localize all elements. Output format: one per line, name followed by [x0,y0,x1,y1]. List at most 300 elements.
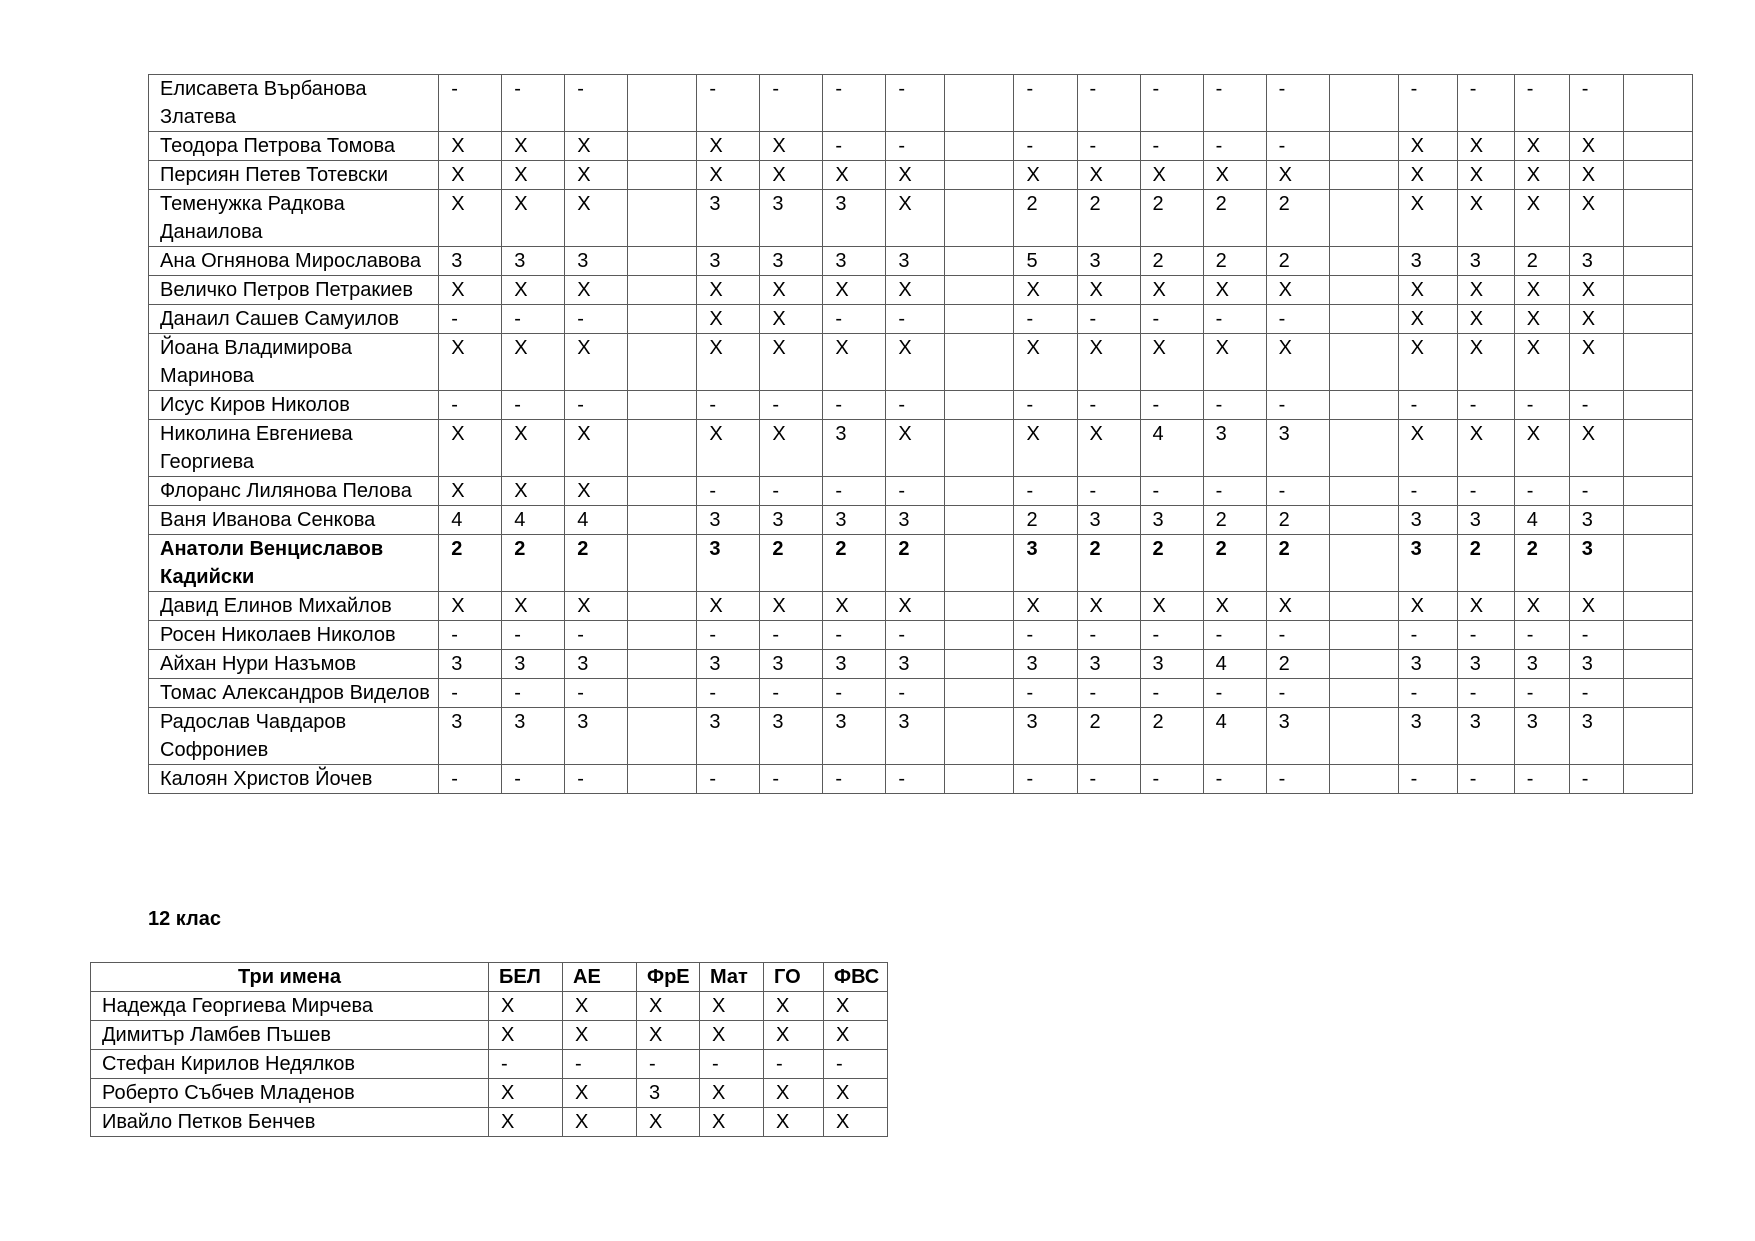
grade-cell: X [1569,592,1623,621]
grade-cell: 3 [1569,535,1623,592]
grade-cell: X [563,1108,637,1137]
grade-cell: - [1266,305,1329,334]
grade-cell: 3 [697,506,760,535]
grade-cell: 3 [697,190,760,247]
grade-cell: X [439,276,502,305]
grade-cell: - [700,1050,764,1079]
table-row [91,1050,888,1079]
grade-cell: 4 [502,506,565,535]
grade-cell: - [1014,305,1077,334]
grade-cell [628,708,697,765]
student-name: Радослав Чавдаров Софрониев [149,708,439,765]
grade-cell [1329,276,1398,305]
grade-cell: 3 [439,708,502,765]
grade-cell: - [1077,75,1140,132]
grade-cell: X [886,420,945,477]
student-name: Исус Киров Николов [149,391,439,420]
student-name: Йоана Владимирова Маринова [149,334,439,391]
grade-cell: X [1014,420,1077,477]
grade-cell: X [764,992,824,1021]
grade-cell: 3 [1140,506,1203,535]
grade-cell: 3 [697,247,760,276]
grade-cell: X [697,276,760,305]
grade-cell: X [563,1021,637,1050]
grade-cell: X [824,992,888,1021]
grade-cell [628,132,697,161]
grade-cell: - [502,679,565,708]
grade-cell: X [1514,592,1569,621]
grade-cell: - [439,75,502,132]
grade-cell: - [1014,621,1077,650]
grade-cell: - [1398,391,1457,420]
grade-cell: X [1203,334,1266,391]
grade-cell: 3 [502,650,565,679]
grade-cell: - [439,621,502,650]
grade-cell: - [565,75,628,132]
grade-cell [1623,506,1692,535]
grade-cell: - [1457,621,1514,650]
grade-cell [628,621,697,650]
grade-cell: - [760,621,823,650]
grade-cell: 2 [1266,190,1329,247]
grade-cell: - [823,75,886,132]
grade-cell: X [1140,334,1203,391]
grade-cell [1329,650,1398,679]
grade-cell: X [489,1079,563,1108]
grade-cell [945,305,1014,334]
grade-cell: - [1077,391,1140,420]
grade-cell [945,132,1014,161]
grade-cell [628,477,697,506]
grade-cell: - [1514,391,1569,420]
grade-cell: - [439,679,502,708]
student-name: Давид Елинов Михайлов [149,592,439,621]
grade-cell: X [697,132,760,161]
grade-cell: - [760,75,823,132]
grade-cell: 4 [1203,650,1266,679]
grade-cell: X [1014,276,1077,305]
grade-cell: - [1014,132,1077,161]
grade-cell: - [1203,305,1266,334]
grade-cell: 2 [886,535,945,592]
grade-cell [1329,420,1398,477]
grade-cell [945,621,1014,650]
grade-cell: - [1457,391,1514,420]
student-name: Величко Петров Петракиев [149,276,439,305]
grade-cell: - [697,75,760,132]
grade-cell: X [1266,276,1329,305]
grade-cell [628,391,697,420]
grade-cell: X [1077,334,1140,391]
grade-cell: 3 [697,535,760,592]
grade-cell: X [637,1108,700,1137]
student-name: Томас Александров Виделов [149,679,439,708]
grade-cell: X [502,420,565,477]
grade-cell: 3 [565,650,628,679]
grade-cell: 3 [1398,650,1457,679]
student-name: Флоранс Лилянова Пелова [149,477,439,506]
table-row [149,276,1693,305]
grade-cell: 2 [1140,535,1203,592]
grade-cell [1329,765,1398,794]
grade-cell: 4 [1514,506,1569,535]
grade-cell: X [1014,161,1077,190]
grade-cell [945,75,1014,132]
grade-cell: 3 [1569,650,1623,679]
grade-cell: X [637,992,700,1021]
grade-cell: X [439,190,502,247]
grade-cell: - [1266,477,1329,506]
grade-cell [945,650,1014,679]
grade-cell [1329,679,1398,708]
grade-cell: X [565,592,628,621]
grade-cell: X [1514,132,1569,161]
student-name: Роберто Събчев Младенов [91,1079,489,1108]
student-name: Теодора Петрова Томова [149,132,439,161]
grade-cell: - [886,765,945,794]
grade-cell: - [1398,765,1457,794]
grade-cell: 3 [1266,420,1329,477]
grade-cell: X [1457,420,1514,477]
grade-cell: X [565,161,628,190]
grade-cell: - [886,679,945,708]
grade-cell: 4 [1203,708,1266,765]
table-row [149,679,1693,708]
grade-cell: 2 [1014,190,1077,247]
grade-cell: X [1140,161,1203,190]
grade-cell: - [1457,75,1514,132]
grade-cell: X [1569,334,1623,391]
grade-cell: X [760,132,823,161]
grade-cell: - [1140,391,1203,420]
grade-cell: X [700,1079,764,1108]
grade-cell: - [1077,305,1140,334]
grade-cell: - [1266,391,1329,420]
grade-cell [945,391,1014,420]
grade-cell: X [886,334,945,391]
grade-cell: 3 [565,708,628,765]
table-row [149,506,1693,535]
grade-cell [628,75,697,132]
grade-cell: X [1014,592,1077,621]
grade-cell [1623,334,1692,391]
grade-cell [628,506,697,535]
grade-cell: 2 [1140,190,1203,247]
grade-cell: - [1398,75,1457,132]
grade-cell: - [1014,679,1077,708]
grade-cell: - [1569,391,1623,420]
grade-cell: 2 [1077,535,1140,592]
grade-cell: - [760,391,823,420]
grade-cell [1329,621,1398,650]
grade-cell: 3 [502,708,565,765]
grade-cell [1329,334,1398,391]
grade-cell: - [502,391,565,420]
grade-cell: - [886,132,945,161]
grade-cell: - [1514,765,1569,794]
grade-cell: X [823,161,886,190]
grade-cell [628,765,697,794]
grade-cell: X [563,1079,637,1108]
grade-cell: 2 [1014,506,1077,535]
grade-cell: X [760,334,823,391]
grade-cell [1329,391,1398,420]
grade-cell: - [823,679,886,708]
grade-cell: X [697,420,760,477]
grade-cell: 3 [760,190,823,247]
grade-cell: 3 [1398,506,1457,535]
grade-cell: 3 [760,247,823,276]
grade-cell: X [1514,420,1569,477]
grade-cell [1329,477,1398,506]
grade-cell: - [823,391,886,420]
grade-cell: - [1140,132,1203,161]
grade-cell [1623,679,1692,708]
grade-cell: - [1398,477,1457,506]
grade-cell: 2 [1203,247,1266,276]
grade-cell: X [502,276,565,305]
grade-cell [1623,477,1692,506]
student-name: Персиян Петев Тотевски [149,161,439,190]
grade-cell: 3 [1014,650,1077,679]
grade-cell [628,650,697,679]
grade-cell: X [1569,190,1623,247]
grade-cell [1329,592,1398,621]
grade-cell: X [489,1108,563,1137]
grade-cell [628,276,697,305]
grade-cell: - [1266,679,1329,708]
grade-cell: - [565,621,628,650]
grade-cell [945,765,1014,794]
grade-cell: - [1203,132,1266,161]
grade-cell: X [700,1021,764,1050]
grade-cell: X [1514,305,1569,334]
student-name: Айхан Нури Назъмов [149,650,439,679]
grade-cell: X [823,592,886,621]
grade-cell: 2 [1203,190,1266,247]
grade-cell: X [886,276,945,305]
grade-cell: X [760,161,823,190]
grade-cell: X [1514,334,1569,391]
grade-cell: - [502,75,565,132]
table-row [149,247,1693,276]
grade-cell: - [1266,75,1329,132]
student-name: Елисавета Върбанова Златева [149,75,439,132]
grade-cell: - [886,75,945,132]
grade-cell: - [760,477,823,506]
grade-cell: 3 [886,650,945,679]
grade-cell: - [760,765,823,794]
header-mat: Мат [700,963,764,992]
grade-cell: 3 [637,1079,700,1108]
grade-cell: X [824,1079,888,1108]
grade-cell [1623,247,1692,276]
grade-cell: X [1077,276,1140,305]
grade-cell [628,535,697,592]
grade-cell: X [1457,132,1514,161]
table-row [149,477,1693,506]
table-header-row [91,963,888,992]
grade-cell: - [1457,765,1514,794]
grade-cell: 2 [1514,247,1569,276]
grade-cell: 3 [1014,535,1077,592]
student-name: Стефан Кирилов Недялков [91,1050,489,1079]
grade-cell: - [886,305,945,334]
grade-cell: - [1266,621,1329,650]
grade-cell: X [1514,161,1569,190]
grade-cell: - [1140,679,1203,708]
grade-cell [1623,708,1692,765]
grade-cell: 3 [1569,247,1623,276]
grade-cell: X [1514,276,1569,305]
grade-cell: X [502,132,565,161]
grade-cell: X [502,477,565,506]
grade-cell: X [823,276,886,305]
grade-cell: - [1077,679,1140,708]
grade-cell: X [697,305,760,334]
grade-cell: - [1140,621,1203,650]
grade-cell [1329,506,1398,535]
grade-cell [1623,161,1692,190]
student-name: Анатоли Венциславов Кадийски [149,535,439,592]
grade-cell: 3 [823,506,886,535]
grade-cell: X [1457,305,1514,334]
grade-cell: X [700,992,764,1021]
grade-cell: - [886,391,945,420]
grade-cell: X [565,420,628,477]
grade-cell: 3 [823,650,886,679]
grade-cell [1329,535,1398,592]
header-fre: ФрЕ [637,963,700,992]
grade-cell: X [565,477,628,506]
grade-cell: X [439,592,502,621]
grade-cell: 2 [565,535,628,592]
grade-cell: 3 [1569,506,1623,535]
header-go: ГО [764,963,824,992]
grade-cell: X [502,334,565,391]
grade-cell: 3 [823,708,886,765]
grade-cell: 3 [823,190,886,247]
grade-cell [628,334,697,391]
grade-cell [1623,305,1692,334]
grades-table [148,74,1693,794]
section-title: 12 клас [148,908,222,930]
grade-cell: 2 [1266,650,1329,679]
grade-cell: - [1398,679,1457,708]
table-row [149,190,1693,247]
grade-cell: 3 [1457,247,1514,276]
grade-cell [1329,708,1398,765]
student-name: Данаил Сашев Самуилов [149,305,439,334]
grade-cell: X [1203,161,1266,190]
grade-cell: X [1077,161,1140,190]
grade-cell: X [1569,276,1623,305]
grade-cell: 3 [886,708,945,765]
table-row [149,650,1693,679]
grade-cell: X [764,1108,824,1137]
grade-cell: 2 [1514,535,1569,592]
grade-cell [1623,621,1692,650]
student-name: Калоян Христов Йочев [149,765,439,794]
grade-cell [1623,592,1692,621]
grade-cell: 2 [823,535,886,592]
grade-cell: - [1140,305,1203,334]
grade-cell: X [1457,190,1514,247]
grade-cell: X [1266,334,1329,391]
grade-cell: - [1569,765,1623,794]
grade-cell: 4 [565,506,628,535]
grade-cell: - [565,305,628,334]
student-name: Росен Николаев Николов [149,621,439,650]
grade-cell: 3 [502,247,565,276]
student-name: Димитър Ламбев Пъшев [91,1021,489,1050]
grade-cell: - [502,765,565,794]
table-row [149,621,1693,650]
grade-cell: X [1398,305,1457,334]
grade-cell: X [764,1021,824,1050]
grade-cell: 3 [823,420,886,477]
grade-cell: X [760,305,823,334]
grade-cell [1329,305,1398,334]
table-row [149,592,1693,621]
grade-cell: X [1398,420,1457,477]
grade-cell: - [764,1050,824,1079]
grade-cell: X [1398,132,1457,161]
grade-cell: 3 [1457,650,1514,679]
grade-cell: X [502,592,565,621]
table-row [149,132,1693,161]
grade-cell: X [1077,420,1140,477]
grade-cell: 2 [502,535,565,592]
grade-cell: - [1140,75,1203,132]
grade-cell: - [760,679,823,708]
grade-cell: - [1077,765,1140,794]
grade-cell: 3 [697,708,760,765]
table-row [149,420,1693,477]
grade-cell [945,592,1014,621]
grade-cell: X [502,161,565,190]
student-name: Теменужка Радкова Данаилова [149,190,439,247]
grade-cell: 4 [1140,420,1203,477]
grade-cell: - [1203,679,1266,708]
grade-cell: - [1514,621,1569,650]
grade-cell: - [1457,477,1514,506]
grade-cell: - [1014,75,1077,132]
grade-cell: - [565,391,628,420]
student-name: Ваня Иванова Сенкова [149,506,439,535]
grade-cell: X [1266,592,1329,621]
grade-cell: 3 [760,708,823,765]
grade-cell [1329,75,1398,132]
grade-cell: 3 [1569,708,1623,765]
grade-cell [1623,650,1692,679]
grade-cell [1623,190,1692,247]
grade-cell: 3 [1398,535,1457,592]
grade-cell: - [563,1050,637,1079]
grade-cell: 3 [1457,708,1514,765]
grade-cell: X [563,992,637,1021]
grade-cell: - [439,765,502,794]
grade-cell: X [764,1079,824,1108]
grade-cell: - [1569,621,1623,650]
grade-cell: 2 [1203,506,1266,535]
grade-cell [628,247,697,276]
grade-cell: X [565,190,628,247]
grade-cell: X [697,592,760,621]
grade-cell: X [824,1108,888,1137]
table-row [91,1021,888,1050]
grade-cell: - [1569,477,1623,506]
